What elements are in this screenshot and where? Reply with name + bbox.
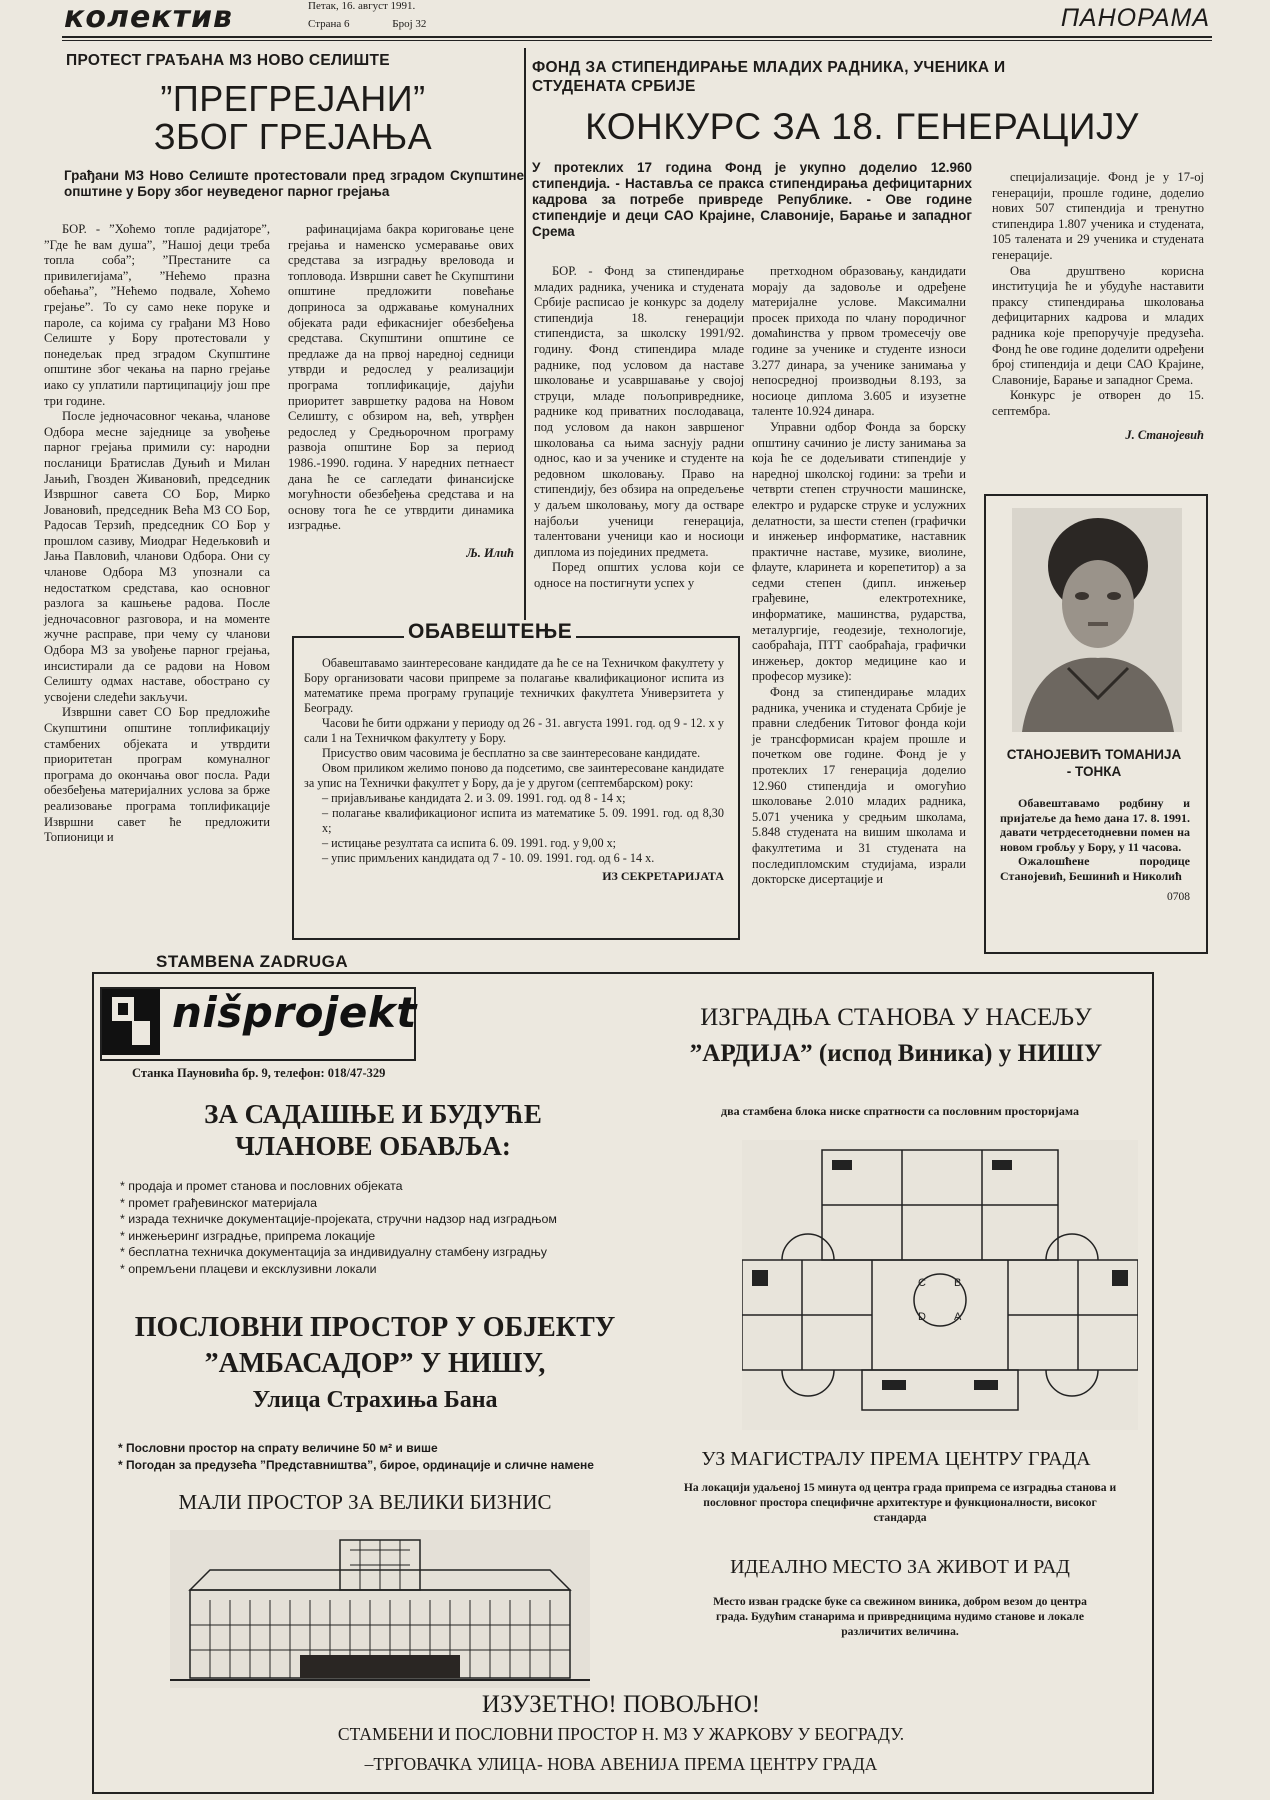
article1-paragraph: Извршни савет СО Бор предложиће Скупштини општине топлификацију стамбених објеката и утврдити приоритетан програм комуналног програма до окончања овог посла. Ради обезбеђења материјалних услова за брже реализовање програма топлификације Извршни савет ће предложити Топионици и bbox=[44, 705, 270, 845]
obituary-code: 0708 bbox=[1167, 891, 1190, 903]
notice-item: – истицање резултата са испита 6. 09. 1991. год. у 9,00 х; bbox=[322, 836, 617, 850]
article2-paragraph: Конкурс је отворен до 15. септембра. bbox=[992, 388, 1204, 418]
masthead-rule-thin bbox=[62, 40, 1212, 41]
notice-item: – полагање квалификационог испита из математике 5. 09. 1991. год. од 8,30 х; bbox=[322, 806, 724, 835]
article1-kicker: ПРОТЕСТ ГРАЂАНА МЗ НОВО СЕЛИШТЕ bbox=[66, 52, 390, 69]
housing-title bbox=[646, 1000, 1146, 1072]
small-space-title: МАЛИ ПРОСТОР ЗА ВЕЛИКИ БИЗНИС bbox=[178, 1490, 552, 1514]
obituary-name-line1: СТАНОЈЕВИЋ ТОМАНИЈА bbox=[1006, 747, 1182, 762]
business-line3: Улица Страхиња Бана bbox=[252, 1387, 498, 1413]
article1-title-line1: ”ПРЕГРЕЈАНИ” bbox=[160, 78, 426, 119]
business-bullet-text: Погодан за предузећа ”Представништва”, бирое, ординације и сличне намене bbox=[126, 1457, 594, 1472]
masthead-logo: колектив bbox=[64, 0, 234, 35]
article2-paragraph: претходном образовању, кандидати морају да задовоље и одређене материјалне услове. Максимални просек прихода по члану породичног домаћинства у првом тромесечју ове године за ученике и студенте износи 3.277 динара, за ученике занимања у непосредној производњи 8.193, за носиоце диплома 3.605 и изузетне таленте 10.924 динара. bbox=[752, 264, 966, 419]
article2-column-3 bbox=[992, 170, 1204, 443]
nisprojekt-logo-text: nišprojekt bbox=[172, 988, 417, 1037]
notice-title: ОБАВЕШТЕЊЕ bbox=[404, 620, 576, 644]
business-bullet: * Погодан за предузећа ”Представништва”, бирое, ординације и сличне намене bbox=[118, 1457, 594, 1472]
article2-column-1 bbox=[534, 264, 744, 591]
article1-column-1 bbox=[44, 222, 270, 846]
article1-paragraph: После једночасовног чекања, члановe Одбора месне заједнице за увођење парног грејања примили су: народни посланици Братислав Дуњић и Милан Јањић, Гвозден Живановић, председник Извршног савета СО Бор, Мирко Јовановић, председник Већа МЗ СО Бор, Радосав Терзић, председник СО Бор у прошлом сазиву, Миодраг Нeдељковић и Јања Павловић, чланови Одбора. Они су чланове Одбора МЗ упознали са недостатком средстава, као основног разлога за кашњење радова. После једночасовног разговора, и на моменте жучне расправе, при чему су чланови Одбора МЗ за увођење парног грејања, инсистирали да се радови на Новом Селишту одмах наставе, обострано су усвојени следећи закључи. bbox=[44, 409, 270, 704]
plan-label: D bbox=[918, 1311, 926, 1323]
notice-body bbox=[304, 656, 724, 884]
ideal-text: Место изван градске буке са свежином виника, добром везом до центра града. Будућим станарима и привредницима нудимо станове и локале различитих величина. bbox=[713, 1595, 1087, 1638]
section-name: ПАНОРАМА bbox=[1060, 4, 1210, 32]
housing-subtitle: два стамбена блока ниске спратности са пословним просторијама bbox=[721, 1104, 1079, 1118]
housing-line2: ”АРДИЈА” (испод Виника) у НИШУ bbox=[689, 1040, 1103, 1067]
article1-paragraph: рафинацијама бакра кориговање цене грејања и наменско усмеравање ових средстава за изградњу вреловода и топловода. Извршни савет ће Скупштини општине предложити повећање доприноса за одржавање комуналних објеката ради ефикаснијег обезбеђења средстава. Скупштини општине се предлаже да на првој наредној седници утврди и редослед у реализацији програма топлификације, дајући приоритет завршетку радова на Новом Селишту, с обзиром на, већ, утврђен редослед у Средњорочном програму развоја општине Бор за период 1986.-1990. година. У наредних петнаест дана ће се сагледати финансијске могућности обезбеђења средстава и на основу тога ће се утврдити динамика изградње. bbox=[288, 222, 514, 533]
plan-label: B bbox=[954, 1277, 962, 1289]
business-bullet-text: Пословни простор на спрату величине 50 м² и више bbox=[126, 1441, 438, 1455]
business-line2: ”АМБАСАДОР” У НИШУ, bbox=[204, 1348, 546, 1379]
obituary-name-line2: - ТОНКА bbox=[1066, 764, 1122, 779]
obituary-name bbox=[990, 746, 1198, 780]
services-title-line2: ЧЛАНОВЕ ОБАВЉА: bbox=[235, 1131, 511, 1161]
service-item: * продаја и промет станова и пословних објеката bbox=[120, 1178, 640, 1195]
service-item: * промет грађевинског материјала bbox=[120, 1195, 640, 1212]
masthead-date: Петак, 16. август 1991. bbox=[308, 0, 416, 12]
article1-title bbox=[66, 80, 520, 156]
article2-paragraph: Поред општих услова који се односе на постигнути успех у bbox=[534, 560, 744, 590]
obituary-body bbox=[1000, 796, 1190, 903]
bottom-line1: ИЗУЗЕТНО! ПОВОЉНО! bbox=[481, 1691, 761, 1718]
article2-column-2 bbox=[752, 264, 966, 888]
article1-paragraph: БОР. - ”Хоћемо топле радијаторе”, ”Где ће вам душа”, ”Нашој деци треба топла соба”; ”Престаните са привилегијама”, ”Нећемо празна обећања”, ”Нећемо подвале, Хоћемо грејање”. То су само неке поруке и пароле, са којима су грађани МЗ Ново Селиште у Бору протестовали у понедељак пред зградом Скупштине општине због чекања на парно грејање иако су уплатили партиципацију још пре три године. bbox=[44, 222, 270, 408]
business-bullets bbox=[118, 1440, 658, 1473]
article1-column-2 bbox=[288, 222, 514, 561]
article2-paragraph: Управни одбор Фонда за борску општину сачинио је листу занимања за која ће се додељивати стипендије у наредној школској години: за трећи и четврти степен стручности машинске, електро и рударске струке и услужних делатности, за шести степен (графички и инжењер информатике, наставник практичне наставе, музике, виолине, флауте, кларинета и корепетитор) а за седми степен (дипл. инжењер грађевине, електротехнике, информатике, машинства, рударства, металургије, геодезије, технологије, саобраћаја, ПТТ саобраћаја, графички инжењер, доктор медицине као и професор музике): bbox=[752, 419, 966, 684]
article1-signature: Љ. Илић bbox=[466, 545, 514, 560]
bottom-line2: СТАМБЕНИ И ПОСЛОВНИ ПРОСТОР Н. МЗ У ЖАРКОВУ У БЕОГРАДУ. bbox=[337, 1724, 905, 1744]
article2-paragraph: Ова друштвено корисна институција ће и убудуће наставити праксу стипендирања школовања дефицитарних кадрова и младих радника које препоручује предузећа. Фонд ће ове године доделити одређени број стипендија и деци САО Крајине, Славоније, Барање и западног Срема. bbox=[992, 263, 1204, 387]
obituary-text: Обавештавамо родбину и пријатеље да ћемо дана 17. 8. 1991. давати четрдесетодневни помен на новом гробљу у Бору, у 11 часова. bbox=[1000, 796, 1190, 854]
article2-paragraph: Фонд за стипендирање младих радника, ученика и студената Србије је правни следбеник Титовог фонда који је трансформисан крајем прошле и почетком ове године. Фонд је у протеклих 17 генерација доделио 12.960 стипендија и омогућио школовање 2.010 младих радника, 5.071 ученика у средњим школама, 5.848 студената на вишим школама и факултетима и 31 студената на последипломским студијама, израли докторске дисертације и bbox=[752, 685, 966, 887]
column-divider bbox=[524, 48, 526, 630]
plan-label: C bbox=[918, 1277, 926, 1289]
article2-paragraph: специјализације. Фонд је у 17-ој генерацији, прошле године, доделио нових 507 стипендија и тренутно стипендира 1.807 ученика и студената, 105 талената и 29 ученика и студената генерације. bbox=[992, 170, 1204, 262]
notice-paragraph: Часови ће бити одржани у периоду од 26 - 31. августа 1991. год. од 9 - 12. х у сали 1 на Техничком факултету у Бору. bbox=[304, 716, 724, 745]
masthead-issue: Број 32 bbox=[392, 18, 427, 30]
obituary-portrait bbox=[1012, 508, 1182, 732]
notice-item: – пријављивање кандидата 2. и 3. 09. 1991. год. од 8 - 14 х; bbox=[322, 791, 626, 805]
notice-paragraph: Обавештавамо заинтересоване кандидате да ће се на Техничком факултету у Бору организовати часови припреме за полагање квалификационог испита из математике према програму групације техничких факултета Универзитета у Београду. bbox=[304, 656, 724, 715]
article1-deck: Грађани МЗ Ново Селиште протестовали пред зградом Скупштине општине у Бору због неуведеног парног грејања bbox=[64, 168, 524, 199]
obituary-mourners: Ожалошћене породице Станојевић, Бешинић и Николић bbox=[1000, 854, 1190, 883]
service-item: * бесплатна техничка документација за индивидуалну стамбену изградњу bbox=[120, 1244, 640, 1261]
notice-paragraph: Присуство овим часовима је бесплатно за све заинтересоване кандидате. bbox=[322, 746, 701, 760]
service-item: * инжењеринг изградње, припрема локације bbox=[120, 1228, 640, 1245]
services-title-line1: ЗА САДАШЊЕ И БУДУЋЕ bbox=[204, 1099, 542, 1129]
service-item: * опремљени плацеви и ексклузивни локали bbox=[120, 1261, 640, 1278]
article2-title: КОНКУРС ЗА 18. ГЕНЕРАЦИЈУ bbox=[585, 106, 1139, 147]
ambasador-building-drawing bbox=[170, 1530, 590, 1688]
housing-line1: ИЗГРАДЊА СТАНОВА У НАСЕЉУ bbox=[700, 1004, 1092, 1031]
masthead-page: Страна 6 bbox=[308, 18, 350, 30]
ad-company-tag: STAMBENA ZADRUGA bbox=[156, 952, 349, 971]
masthead-rule bbox=[62, 36, 1212, 38]
ad-address: Станка Пауновића бр. 9, телефон: 018/47-329 bbox=[132, 1066, 386, 1080]
business-bullet: * Пословни простор на спрату величине 50 м² и више bbox=[118, 1441, 438, 1455]
article1-title-line2: ЗБОГ ГРЕЈАЊА bbox=[153, 116, 433, 157]
floor-plan-drawing bbox=[742, 1140, 1138, 1430]
nisprojekt-mark-icon bbox=[102, 989, 160, 1055]
road-text: На локацији удаљеној 15 минута од центра града припрема се изградња станова и пословног простора специфичне архитектуре и функционалности, високог стандарда bbox=[683, 1481, 1117, 1524]
business-line1: ПОСЛОВНИ ПРОСТОР У ОБЈЕКТУ bbox=[134, 1312, 616, 1343]
article2-paragraph: БОР. - Фонд за стипендирање младих радника, ученика и студената Србије расписао је конкурс за доделу стипендија 18. генерацији стипендиста, за школску 1991/92. годину. Фонд стипендира младе раднике, под условом да наставе школовање и усавршавање у својој струци, младе пољопривреднике, раднике код приватних послодаваца, под условом да након завршеног школовања са њима заснују радни однос, као и за ученике и студенте на редовном школовању. Право на стипендију, без обзира на опредељење у даљем школовању, могу да остваре најбољи ученици генерација, талентовани ученици као и носиоци диплома из појединих предмета. bbox=[534, 264, 744, 559]
service-item: * израда техничке документације-пројеката, стручни надзор над изградњом bbox=[120, 1211, 640, 1228]
article2-kicker: ФОНД ЗА СТИПЕНДИРАЊЕ МЛАДИХ РАДНИКА, УЧЕНИКА И СТУДЕНАТА СРБИЈЕ bbox=[532, 59, 1006, 95]
road-title: УЗ МАГИСТРАЛУ ПРЕМА ЦЕНТРУ ГРАДА bbox=[701, 1448, 1091, 1470]
masthead-meta bbox=[308, 18, 466, 30]
notice-paragraph: Овом приликом желимо поново да подсетимо, све заинтересоване кандидате за упис на Технички факултет у Бору, да је у другом (септембарском) року: bbox=[304, 761, 724, 790]
ideal-title: ИДЕАЛНО МЕСТО ЗА ЖИВОТ И РАД bbox=[730, 1556, 1070, 1578]
bottom-line3: –ТРГОВАЧКА УЛИЦА- НОВА АВЕНИЈА ПРЕМА ЦЕНТРУ ГРАДА bbox=[364, 1754, 878, 1774]
services-list bbox=[120, 1178, 640, 1278]
plan-label: A bbox=[954, 1311, 962, 1323]
notice-item: – упис примљених кандидата од 7 - 10. 09. 1991. год. од 6 - 14 х. bbox=[322, 851, 655, 865]
article2-deck: У протеклих 17 година Фонд је укупно доделио 12.960 стипендија. - Наставља се пракса стипендирања дефицитарних кадрова за потребе привреде Републике. - Ове године стипендије и деци САО Крајине, Славоније, Барање и западног Срема bbox=[532, 160, 972, 239]
notice-signature: ИЗ СЕКРЕТАРИЈАТА bbox=[602, 869, 724, 883]
business-space-title bbox=[104, 1310, 646, 1418]
article2-signature: Ј. Станојевић bbox=[1125, 427, 1204, 442]
services-title bbox=[108, 1098, 638, 1162]
